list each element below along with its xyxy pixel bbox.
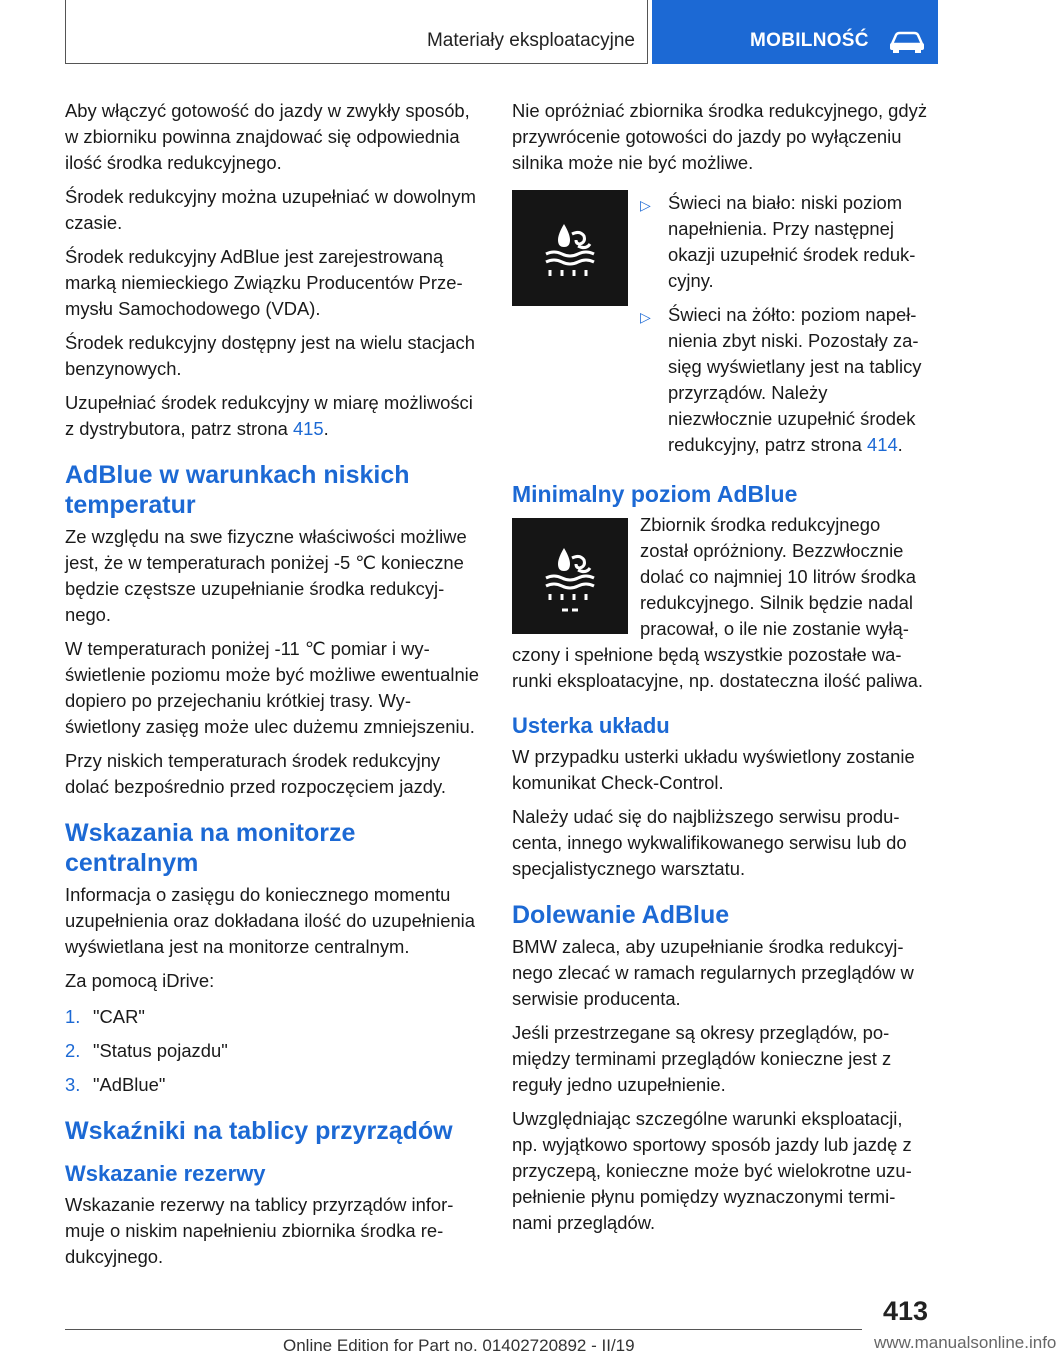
- heading-central-monitor: Wskazania na monitorze centralnym: [65, 819, 356, 877]
- paragraph: Jeśli przestrzegane są okresy przeglądów, pomiędzy terminami przeglądów konieczne jest z reguły jedno uzupełnienie.: [512, 1022, 892, 1095]
- header-section: MOBILNOŚĆ: [750, 30, 869, 51]
- paragraph: Ze względu na swe fizyczne właściwości możliwe jest, że w temperaturach poniżej -5 ℃ konieczne będzie częstsze uzupełnianie środka redukcyjnego.: [65, 526, 467, 625]
- idrive-steps: [65, 1004, 480, 1098]
- adblue-warning-icon: [512, 190, 628, 306]
- step-text: "Status pojazdu": [93, 1040, 228, 1061]
- warning-lamp-row: [512, 190, 928, 466]
- list-item: [65, 1004, 480, 1030]
- header-section-tab[interactable]: [652, 0, 938, 64]
- footer-edition: Online Edition for Part no. 01402720892 - II/19: [283, 1336, 635, 1355]
- step-text: "CAR": [93, 1006, 145, 1027]
- list-item: [65, 1038, 480, 1064]
- lamp-description-list: [640, 190, 928, 466]
- step-number: 1.: [65, 1006, 81, 1027]
- paragraph: Uwzględniając szczególne warunki eksploatacji, np. wyjątkowo sportowy sposób jazdy lub jazdę z przyczepą, konieczne może być wielokrotne uzupełnienie płynu pomiędzy wyznaczonymi terminami przeglądów.: [512, 1108, 912, 1233]
- adblue-empty-warning-icon: [512, 518, 628, 634]
- paragraph: Środek redukcyjny dostępny jest na wielu stacjach benzynowych.: [65, 332, 475, 379]
- paragraph: Informacja o zasięgu do koniecznego momentu uzupełnienia oraz dokładana ilość do uzupełnienia wyświetlana jest na monitorze centralnym.: [65, 884, 475, 957]
- paragraph: Aby włączyć gotowość do jazdy w zwykły sposób, w zbiorniku powinna znajdować się odpowiednia ilość środka redukcyjnego.: [65, 100, 470, 173]
- paragraph: Zbiornik środka redukcyjnego został opróżniony. Bezzwłocznie dolać co najmniej 10 litrów środka redukcyjnego. Silnik będzie nadal pracował, o ile nie zostanie wyłączony i spełnione będą wszystkie pozostałe warunki eksploatacyjne, np. dostateczna ilość paliwa.: [512, 514, 923, 691]
- paragraph: Należy udać się do najbliższego serwisu producenta, innego wykwalifikowanego serwisu lub do specjalistycznego warsztatu.: [512, 806, 907, 879]
- paragraph: Przy niskich temperaturach środek redukcyjny dolać bezpośrednio przed rozpoczęciem jazdy.: [65, 750, 446, 797]
- minimum-level-block: [512, 512, 928, 694]
- paragraph: Wskazanie rezerwy na tablicy przyrządów informuje o niskim napełnieniu zbiornika środka redukcyjnego.: [65, 1194, 454, 1267]
- footer-divider: [65, 1329, 862, 1330]
- right-column: [512, 98, 928, 1244]
- list-item: [640, 190, 928, 294]
- paragraph: BMW zaleca, aby uzupełnianie środka redukcyjnego zlecać w ramach regularnych przeglądów w serwisie producenta.: [512, 936, 914, 1009]
- footer-watermark-url[interactable]: www.manualsonline.info: [874, 1333, 1056, 1352]
- heading-cold-temperatures: AdBlue w warunkach niskich temperatur: [65, 461, 410, 519]
- paragraph: Za pomocą iDrive:: [65, 970, 215, 991]
- step-text: "AdBlue": [93, 1074, 166, 1095]
- paragraph: W temperaturach poniżej -11 ℃ pomiar i wyświetlenie poziomu może być możliwe ewentualnie dopiero po przejechaniu krótkiej trasy. Wyświetlony zasięg może ulec dużemu zmniejszeniu.: [65, 638, 479, 737]
- car-icon: [888, 30, 926, 54]
- triangle-bullet-icon: ▷: [640, 309, 651, 325]
- paragraph: W przypadku usterki układu wyświetlony zostanie komunikat Check-Control.: [512, 746, 915, 793]
- paragraph-text: Uzupełniać środek redukcyjny w miarę możliwości z dystrybutora, patrz strona: [65, 392, 473, 439]
- list-item: [65, 1072, 480, 1098]
- bullet-text: [668, 302, 928, 458]
- header-chapter-box: [65, 0, 648, 64]
- step-number: 2.: [65, 1040, 81, 1061]
- paragraph: Środek redukcyjny można uzupełniać w dowolnym czasie.: [65, 186, 476, 233]
- page-link-414[interactable]: 414: [866, 434, 898, 455]
- paragraph: Środek redukcyjny AdBlue jest zarejestrowaną marką niemieckiego Związku Producentów Przemysłu Samochodowego (VDA).: [65, 246, 463, 319]
- list-item: [640, 302, 928, 458]
- paragraph-end: .: [323, 418, 329, 439]
- paragraph: [65, 390, 480, 442]
- heading-reserve: Wskazanie rezerwy: [65, 1161, 266, 1186]
- heading-refill: Dolewanie AdBlue: [512, 901, 730, 929]
- heading-instrument-indicators: Wskaźniki na tablicy przyrządów: [65, 1117, 453, 1145]
- bullet-text: Świeci na biało: niski poziom napełnienia. Przy następnej okazji uzupełnić środek redukcyjny.: [668, 192, 916, 291]
- page-link-415[interactable]: 415: [292, 418, 324, 439]
- step-number: 3.: [65, 1074, 81, 1095]
- page-number: 413: [882, 1296, 928, 1326]
- triangle-bullet-icon: ▷: [640, 197, 651, 213]
- heading-system-fault: Usterka układu: [512, 713, 670, 738]
- bullet-text-body: Świeci na żółto: poziom napełnienia zbyt niski. Pozostały zasięg wyświetlany jest na tablicy przyrządów. Należy niezwłocznie uzupełnić środek redukcyjny, patrz strona: [668, 304, 922, 455]
- paragraph: Nie opróżniać zbiornika środka redukcyjnego, gdyż przywrócenie gotowości do jazdy po wyłączeniu silnika może nie być możliwe.: [512, 100, 928, 173]
- bullet-text-end: .: [897, 434, 903, 455]
- left-column: [65, 98, 480, 1278]
- header-chapter: Materiały eksploatacyjne: [426, 30, 635, 51]
- heading-minimum-level: Minimalny poziom AdBlue: [512, 481, 798, 507]
